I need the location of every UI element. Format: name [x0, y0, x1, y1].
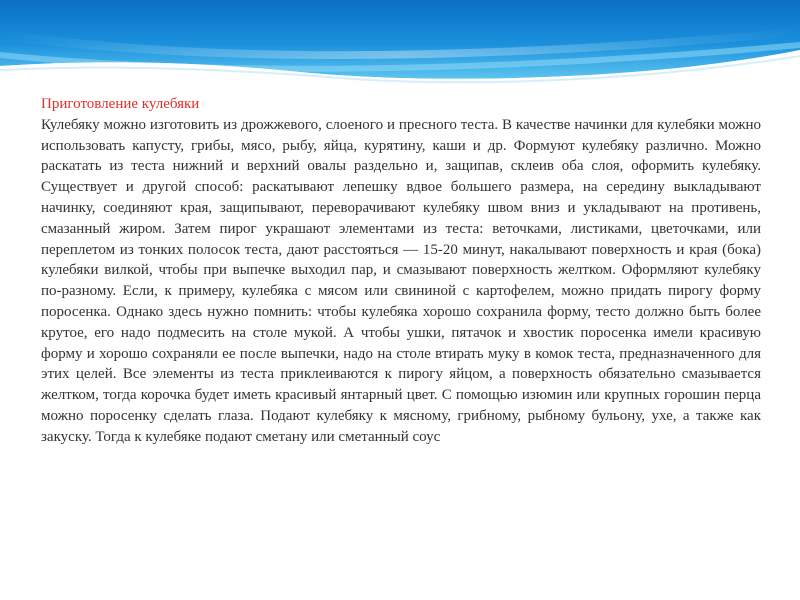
header-wave-banner — [0, 0, 800, 90]
slide-body-text: Кулебяку можно изготовить из дрожжевого, слоеного и пресного теста. В качестве начинки для кулебяки можно использовать капусту, грибы, мясо, рыбу, яйца, курятину, каши и др. Формуют кулебяку различно. Можно раскатать из теста нижний и верхний овалы раздельно и, защипав, склеив оба слоя, оформить кулебяку. Существует и другой способ: раскатывают лепешку вдвое большего размера, на середину выкладывают начинку, соединяют края, защипывают, переворачивают кулебяку швом вниз и укладывают на противень, смазанный жиром. Затем пирог украшают элементами из теста: веточками, листиками, цветочками, или переплетом из тонких полосок теста, дают расстояться — 15-20 минут, накалывают поверхность и края (бока) кулебяки вилкой, чтобы при выпечке выходил пар, и смазывают поверхность желтком. Оформляют кулебяку по-разному. Если, к примеру, кулебяка с мясом или свининой с картофелем, можно придать пирогу форму поросенка. Однако здесь нужно помнить: чтобы кулебяка хорошо сохранила форму, тесто должно быть более крутое, его надо подмесить на столе мукой. А чтобы ушки, пятачок и хвостик поросенка имели красивую форму и хорошо сохраняли ее после выпечки, надо на столе втирать муку в комок теста, предназначенного для этих целей. Все элементы из теста приклеиваются к пирогу яйцом, а поверхность обязательно смазывается желтком, тогда корочка будет иметь красивый янтарный цвет. С помощью изюмин или крупных горошин перца можно поросенку сделать глаза. Подают кулебяку к мясному, грибному, рыбному бульону, ухе, а также как закуску. Тогда к кулебяке подают сметану или сметанный соус — [41, 116, 761, 445]
slide-title: Приготовление кулебяки — [41, 96, 200, 112]
wave-banner-graphic — [0, 0, 800, 90]
slide-content — [41, 94, 761, 448]
